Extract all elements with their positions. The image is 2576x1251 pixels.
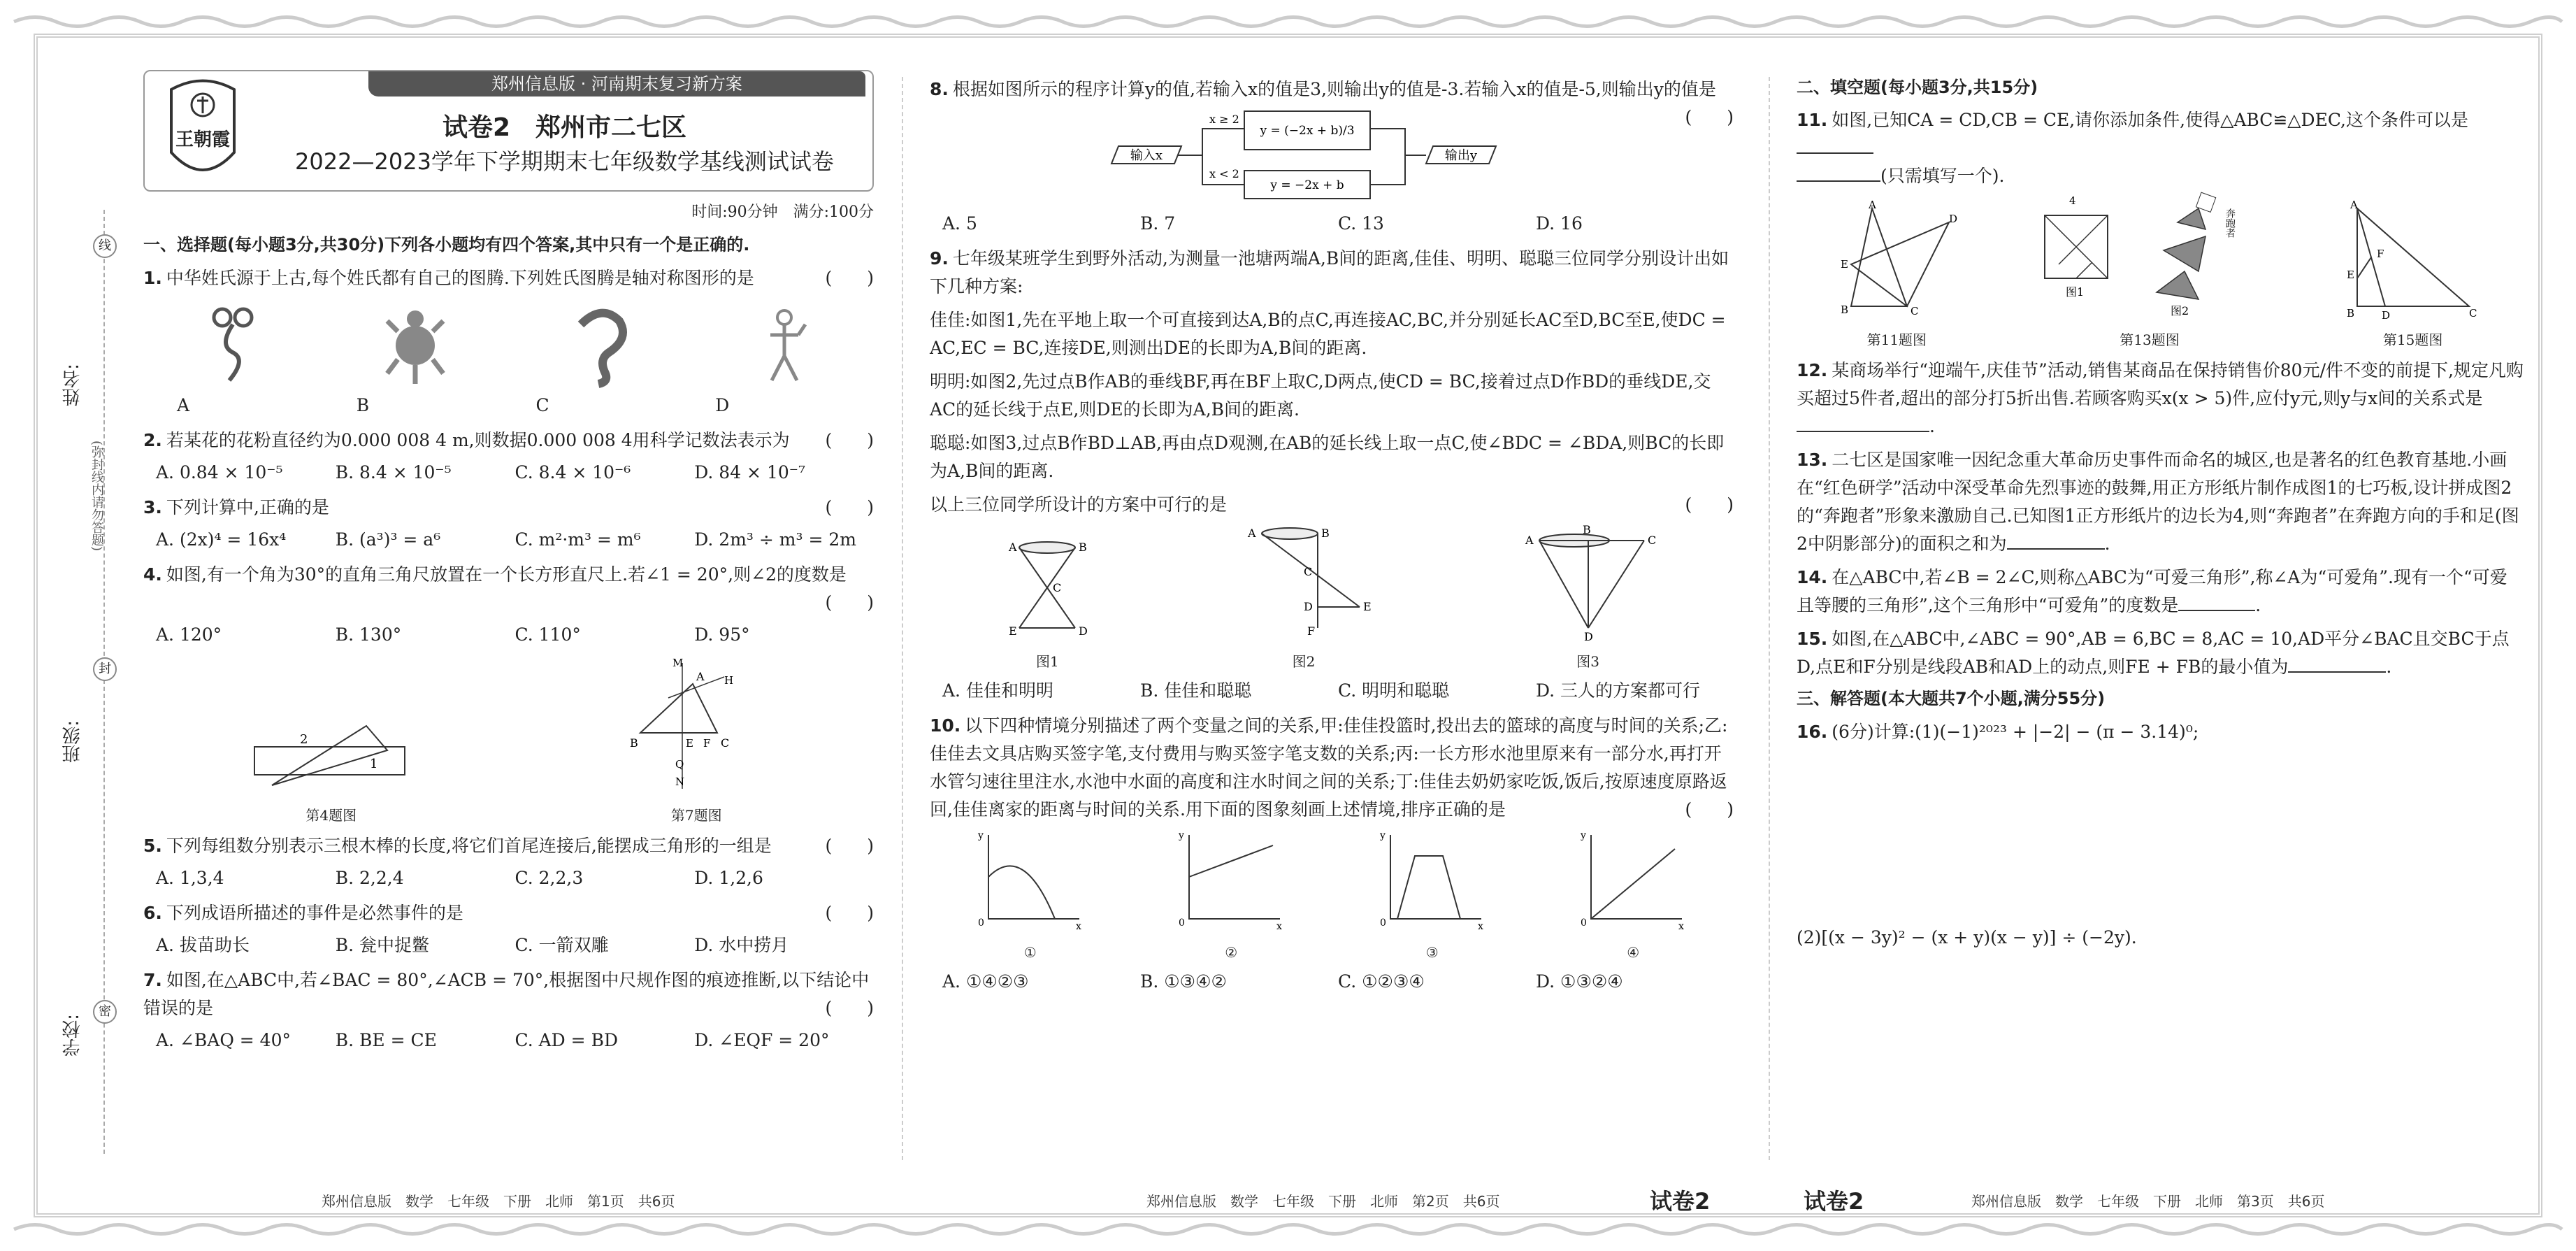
section-1-title: 一、选择题(每小题3分,共30分)下列各小题均有四个答案,其中只有一个是正确的. [143, 235, 750, 255]
q11-blank-2[interactable] [1797, 180, 1880, 182]
flow-formula-1: y = (−2x + b)/3 [1260, 124, 1355, 138]
q1-option-a: A [177, 394, 190, 415]
svg-text:N: N [675, 775, 685, 788]
page-1-column [143, 70, 874, 1174]
svg-text:M: M [672, 656, 684, 669]
q3-option-a: A. (2x)⁴ = 16x⁴ [156, 529, 287, 550]
q16-text: (6分)计算:(1)(−1)²⁰²³ + |−2| − (π − 3.14)⁰; [1832, 721, 2199, 742]
q10-graph-2-icon [1175, 828, 1287, 933]
q7-answer-paren: ( ) [825, 997, 874, 1018]
q2-text: 若某花的花粉直径约为0.000 008 4 m,则数据0.000 008 4用科学记数法表示为 [166, 429, 790, 450]
seal-char-feng: 封 [93, 657, 117, 681]
header-banner: 郑州信息版 · 河南期末复习新方案 [368, 71, 865, 96]
q1-option-d: D [715, 394, 730, 415]
q16-answer-space-1[interactable] [1797, 750, 2524, 918]
svg-text:y: y [1379, 830, 1386, 841]
question-6 [143, 899, 874, 927]
section-3-title: 三、解答题(本大题共7个小题,满分55分) [1797, 689, 2106, 709]
q6-option-a: A. 拔苗助长 [156, 934, 250, 955]
q15-blank[interactable] [2288, 671, 2386, 673]
q10-graph-4-icon [1577, 828, 1689, 933]
svg-text:A: A [696, 669, 705, 683]
exam-subtitle: 2022—2023学年下学期期末七年级数学基线测试试卷 [295, 148, 834, 175]
fill-in-figures [1797, 194, 2524, 351]
fig11-caption: 第11题图 [1866, 331, 1927, 349]
q4-option-d: D. 95° [694, 624, 750, 645]
svg-text:x: x [1678, 921, 1685, 932]
fig13-tangram-icon [2038, 194, 2261, 320]
q2-answer-paren: ( ) [825, 429, 874, 450]
q9-fig3-icon [1511, 523, 1665, 642]
q7-options [156, 1027, 874, 1055]
footer-page-2: 郑州信息版 数学 七年级 下册 北师 第2页 共6页 [1146, 1193, 1500, 1210]
q9-option-c: C. 明明和聪聪 [1338, 680, 1450, 701]
q8-flowchart [1111, 108, 1503, 206]
q1-text: 中华姓氏源于上古,每个姓氏都有自己的图腾.下列姓氏图腾是轴对称图形的是 [166, 267, 754, 288]
q5-option-d: D. 1,2,6 [694, 867, 763, 888]
q9-plan-2: 明明:如图2,先过点B作AB的垂线BF,再在BF上取C,D两点,使CD = BC,接着过点D作BD的垂线DE,交AC的延长线于点E,则DE的长即为A,B间的距离. [930, 371, 1711, 420]
q9-option-a: A. 佳佳和明明 [942, 680, 1053, 701]
svg-text:B: B [1841, 303, 1849, 317]
name-label: 姓名: [62, 364, 83, 406]
q4-options [156, 621, 874, 649]
q13-blank[interactable] [2007, 548, 2105, 550]
q10-graph-1-icon [974, 828, 1086, 933]
svg-text:B: B [2346, 307, 2354, 320]
publisher-logo-icon [157, 76, 248, 187]
q8-option-a: A. 5 [942, 213, 977, 234]
q15-tail: . [2386, 657, 2392, 678]
q7-option-b: B. BE = CE [335, 1029, 437, 1050]
question-4 [143, 561, 874, 617]
q9-option-b: B. 佳佳和聪聪 [1140, 680, 1252, 701]
svg-text:C: C [1647, 534, 1656, 547]
exam-title: 试卷2 郑州市二七区 [442, 113, 687, 142]
q2-option-d: D. 84 × 10⁻⁷ [694, 462, 805, 482]
svg-text:E: E [1009, 624, 1018, 638]
q16-number: 16. [1797, 721, 1828, 742]
svg-text:C: C [1053, 581, 1062, 594]
question-5 [143, 832, 874, 860]
q5-option-a: A. 1,3,4 [156, 867, 224, 888]
question-10 [930, 712, 1734, 824]
svg-text:F: F [1307, 624, 1316, 638]
svg-text:E: E [1362, 600, 1372, 613]
svg-text:x: x [1276, 921, 1283, 932]
flow-formula-2: y = −2x + b [1270, 178, 1344, 192]
q4-option-c: C. 110° [515, 624, 581, 645]
fig15-caption: 第15题图 [2382, 331, 2443, 349]
q13-tail: . [2104, 534, 2110, 555]
q6-answer-paren: ( ) [825, 902, 874, 923]
question-13 [1797, 446, 2524, 558]
binding-sidebar [49, 210, 133, 1154]
q5-option-c: C. 2,2,3 [515, 867, 584, 888]
q15-number: 15. [1797, 629, 1828, 650]
q5-number: 5. [143, 835, 162, 856]
paper-label-right: 试卷2 [1650, 1188, 1711, 1215]
q4-option-b: B. 130° [335, 624, 402, 645]
svg-text:D: D [1079, 624, 1088, 638]
svg-text:E: E [1841, 258, 1849, 271]
svg-text:x: x [1075, 921, 1081, 932]
paper-label-left: 试卷2 [1804, 1188, 1864, 1215]
q14-tail: . [2255, 595, 2261, 616]
q16-part-2: (2)[(x − 3y)² − (x + y)(x − y)] ÷ (−2y). [1797, 927, 2137, 948]
q7-option-d: D. ∠EQF = 20° [694, 1029, 830, 1050]
q15-text: 如图,在△ABC中,∠ABC = 90°,AB = 6,BC = 8,AC = 10,AD平分∠BAC且交BC于点D,点E和F分别是线段AB和AD上的动点,则FE + FB的最小值为 [1797, 629, 2510, 678]
q5-answer-paren: ( ) [825, 835, 874, 856]
column-divider-1 [902, 77, 903, 1160]
class-label: 班级: [62, 720, 83, 763]
q12-blank[interactable] [1797, 431, 1929, 432]
q14-number: 14. [1797, 567, 1828, 588]
svg-text:A: A [1247, 527, 1256, 540]
flow-output: 输出y [1445, 148, 1478, 163]
q10-option-b: B. ①③④② [1140, 971, 1227, 992]
fig11-triangles-icon [1837, 201, 1956, 320]
fig4-caption: 第4题图 [305, 806, 357, 824]
svg-text:C: C [1911, 305, 1919, 318]
q1-answer-paren: ( ) [825, 267, 874, 288]
question-7 [143, 966, 874, 1022]
svg-text:0: 0 [1581, 917, 1588, 929]
q10-option-a: A. ①④②③ [942, 971, 1029, 992]
q9-fig1-caption: 图1 [1035, 653, 1059, 670]
svg-text:Q: Q [675, 757, 684, 771]
q8-option-c: C. 13 [1338, 213, 1384, 234]
svg-text:A: A [1869, 199, 1877, 212]
logo-text: 王朝霞 [175, 129, 231, 150]
question-9 [930, 245, 1734, 301]
q2-option-a: A. 0.84 × 10⁻⁵ [156, 462, 283, 482]
q14-text: 在△ABC中,若∠B = 2∠C,则称△ABC为“可爱三角形”,称∠A为“可爱角”.现有一个“可爱且等腰的三角形”,这个三角形中“可爱角”的度数是 [1797, 567, 2507, 616]
q9-options [942, 677, 1734, 705]
q8-option-b: B. 7 [1140, 213, 1176, 234]
q9-plan-1: 佳佳:如图1,先在平地上取一个可直接到达A,B的点C,再连接AC,BC,并分别延长AC至D,BC至E,使DC = AC,EC = BC,连接DE,则测出DE的长即为A,B间的距离. [930, 310, 1726, 358]
question-2 [143, 427, 874, 455]
q4-option-a: A. 120° [156, 624, 222, 645]
svg-text:1: 1 [369, 756, 378, 771]
top-wave-border [14, 13, 2562, 31]
q7-text: 如图,在△ABC中,若∠BAC = 80°,∠ACB = 70°,根据图中尺规作图的痕迹推断,以下结论中错误的是 [143, 969, 870, 1018]
q8-number: 8. [930, 79, 949, 99]
question-1 [143, 264, 874, 292]
footer-page-1: 郑州信息版 数学 七年级 下册 北师 第1页 共6页 [322, 1193, 675, 1210]
page-3-column [1797, 70, 2524, 1174]
svg-text:C: C [721, 736, 730, 750]
q3-number: 3. [143, 496, 162, 517]
q9-fig1-icon [998, 537, 1096, 642]
q10-graphs [930, 828, 1734, 964]
q2-number: 2. [143, 429, 162, 450]
q13-text: 二七区是国家唯一因纪念重大革命历史事件而命名的城区,也是著名的红色教育基地.小画在“红色研学”活动中深受革命先烈事迹的鼓舞,用正方形纸片制作成图1的七巧板,设计拼成图2的“奔跑者”形象来激励自己.已知图1正方形纸片的边长为4,则“奔跑者”在奔跑方向的手和足(图2中阴影部分)的面积之和为 [1797, 450, 2519, 555]
question-16 [1797, 718, 2524, 746]
q11-number: 11. [1797, 110, 1828, 131]
svg-text:D: D [1583, 630, 1593, 643]
q8-options [942, 210, 1734, 238]
q9-fig2-caption: 图2 [1292, 653, 1316, 670]
school-label: 学校: [62, 1014, 83, 1057]
svg-text:E: E [2346, 269, 2354, 282]
svg-text:H: H [724, 673, 734, 687]
svg-text:F: F [2376, 248, 2384, 261]
q5-text: 下列每组数分别表示三根木棒的长度,将它们首尾连接后,能摆成三角形的一组是 [166, 835, 772, 856]
q1-options [156, 392, 874, 420]
q1-option-b: B [356, 394, 370, 415]
fig4-ruler-triangle-icon [251, 712, 412, 796]
q3-answer-paren: ( ) [825, 496, 874, 517]
question-12 [1797, 357, 2524, 441]
fig13-fig2-caption: 图2 [2170, 304, 2189, 318]
q4-answer-paren: ( ) [825, 592, 874, 613]
seal-char-xian: 线 [93, 234, 117, 258]
fig13-caption: 第13题图 [2120, 331, 2180, 349]
section-2-title: 二、填空题(每小题3分,共15分) [1797, 78, 2038, 97]
bottom-wave-border [14, 1220, 2562, 1238]
q1-option-c: C [535, 394, 549, 415]
flow-cond-2: x < 2 [1209, 167, 1240, 180]
q1-totem-figures [143, 296, 874, 387]
svg-text:y: y [1581, 830, 1587, 841]
q6-option-b: B. 瓮中捉鳖 [335, 934, 430, 955]
q10-graph-3-icon [1376, 828, 1488, 933]
svg-text:B: B [630, 736, 639, 750]
q9-ask-text: 以上三位同学所设计的方案中可行的是 [930, 494, 1228, 515]
fig13-side-length: 4 [2068, 194, 2076, 208]
q11-tail: (只需填写一个). [1880, 166, 2005, 187]
q9-ask [930, 491, 1734, 519]
fig7-caption: 第7题图 [670, 806, 722, 824]
q3-options [156, 526, 874, 554]
totem-d-icon [756, 303, 812, 387]
svg-text:C: C [1303, 565, 1313, 578]
svg-text:A: A [1009, 541, 1017, 554]
q3-text: 下列计算中,正确的是 [166, 496, 329, 517]
q3-option-d: D. 2m³ ÷ m³ = 2m [694, 529, 856, 550]
svg-text:0: 0 [1379, 917, 1386, 929]
flow-cond-1: x ≥ 2 [1209, 113, 1240, 126]
q9-plan-3: 聪聪:如图3,过点B作BD⊥AB,再由点D观测,在AB的延长线上取一点C,使∠BDC = ∠BDA,则BC的长即为A,B间的距离. [930, 433, 1725, 481]
q6-options [156, 931, 874, 959]
q9-fig2-icon [1234, 523, 1374, 642]
q5-options [156, 864, 874, 892]
svg-text:y: y [977, 830, 984, 841]
q9-number: 9. [930, 248, 949, 269]
svg-text:x: x [1477, 921, 1483, 932]
page-2-column [930, 70, 1734, 1174]
q10-option-d: D. ①③②④ [1536, 971, 1623, 992]
svg-text:D: D [1303, 600, 1313, 613]
fig15-triangle-icon [2343, 201, 2483, 320]
q10-option-c: C. ①②③④ [1338, 971, 1425, 992]
q14-blank[interactable] [2178, 610, 2255, 611]
svg-text:D: D [1949, 213, 1958, 226]
question-3 [143, 494, 874, 522]
q12-tail: . [1929, 416, 1935, 437]
flow-input: 输入x [1130, 148, 1163, 163]
totem-b-icon [384, 303, 447, 387]
fig13-fig1-caption: 图1 [2065, 285, 2085, 299]
q2-option-c: C. 8.4 × 10⁻⁶ [515, 462, 631, 482]
exam-header [143, 70, 874, 192]
q9-figures [930, 523, 1734, 673]
q7-number: 7. [143, 969, 162, 990]
fig7-construction-icon [626, 656, 766, 796]
q9-text: 七年级某班学生到野外活动,为测量一池塘两端A,B间的距离,佳佳、明明、聪聪三位同学分别设计出如下几种方案: [930, 248, 1729, 296]
q4-text: 如图,有一个角为30°的直角三角尺放置在一个长方形直尺上.若∠1 = 20°,则∠2的度数是 [166, 564, 847, 585]
fig13-runner-label: 奔跑者 [2224, 208, 2236, 238]
time-and-score: 时间:90分钟 满分:100分 [691, 203, 874, 221]
q13-number: 13. [1797, 450, 1828, 471]
q9-fig3-caption: 图3 [1576, 653, 1599, 670]
q5-option-b: B. 2,2,4 [335, 867, 404, 888]
q10-graph-1-label: ① [1023, 944, 1037, 961]
svg-text:C: C [2468, 307, 2477, 320]
q9-option-d: D. 三人的方案都可行 [1536, 680, 1701, 701]
question-14 [1797, 564, 2524, 620]
q10-graph-4-label: ④ [1627, 944, 1640, 961]
q7-option-a: A. ∠BAQ = 40° [156, 1029, 291, 1050]
svg-text:0: 0 [977, 917, 984, 929]
q4-number: 4. [143, 564, 162, 585]
svg-text:A: A [2350, 199, 2358, 212]
q6-option-d: D. 水中捞月 [694, 934, 789, 955]
q2-option-b: B. 8.4 × 10⁻⁵ [335, 462, 452, 482]
q8-option-d: D. 16 [1536, 213, 1583, 234]
svg-text:y: y [1179, 830, 1185, 841]
svg-text:A: A [1525, 534, 1534, 547]
svg-text:0: 0 [1179, 917, 1186, 929]
svg-text:B: B [1079, 541, 1088, 554]
q10-answer-paren: ( ) [1685, 799, 1734, 820]
q10-graph-3-label: ③ [1425, 944, 1439, 961]
q12-text: 某商场举行“迎端午,庆佳节”活动,销售某商品在保持销售价80元/件不变的前提下,规定凡购买超过5件者,超出的部分打5折出售.若顾客购买x(x > 5)件,应付y元,则y与x间的关系式是 [1797, 360, 2524, 409]
q10-graph-2-label: ② [1225, 944, 1238, 961]
q10-number: 10. [930, 715, 961, 736]
q3-option-b: B. (a³)³ = a⁶ [335, 529, 441, 550]
q12-number: 12. [1797, 360, 1828, 381]
q1-number: 1. [143, 267, 162, 288]
q6-text: 下列成语所描述的事件是必然事件的是 [166, 902, 463, 923]
q9-answer-paren: ( ) [1685, 494, 1734, 515]
footer-page-3: 郑州信息版 数学 七年级 下册 北师 第3页 共6页 [1971, 1193, 2325, 1210]
totem-c-icon [570, 303, 633, 387]
q7-option-c: C. AD = BD [515, 1029, 618, 1050]
question-15 [1797, 625, 2524, 681]
column-divider-2 [1769, 77, 1770, 1160]
q6-option-c: C. 一箭双雕 [515, 934, 609, 955]
totem-a-icon [205, 303, 261, 387]
svg-text:D: D [2381, 309, 2390, 322]
svg-text:B: B [1321, 527, 1330, 540]
q11-text: 如图,已知CA = CD,CB = CE,请你添加条件,使得△ABC≌△DEC,这个条件可以是 [1832, 110, 2469, 131]
q11-blank-1[interactable] [1797, 152, 1873, 154]
svg-text:E: E [686, 736, 694, 750]
seal-note: (弥封线内请勿答题) [89, 441, 104, 552]
seal-char-mi: 密 [93, 1000, 117, 1024]
q2-options [156, 459, 874, 487]
q6-number: 6. [143, 902, 162, 923]
svg-text:2: 2 [299, 731, 308, 747]
q10-options [942, 968, 1734, 996]
q8-text: 根据如图所示的程序计算y的值,若输入x的值是3,则输出y的值是-3.若输入x的值是-5,则输出y的值是 [952, 79, 1716, 99]
svg-text:F: F [703, 736, 711, 750]
q8-answer-paren: ( ) [1685, 107, 1734, 127]
q3-option-c: C. m²·m³ = m⁶ [515, 529, 641, 550]
q4-q7-figures [143, 656, 874, 827]
question-11 [1797, 106, 2524, 190]
q10-text: 以下四种情境分别描述了两个变量之间的关系,甲:佳佳投篮时,投出去的篮球的高度与时间的关系;乙:佳佳去文具店购买签字笔,支付费用与购买签字笔支数的关系;丙:一长方形水池里原来有一部分水,再打开水管匀速往里注水,水池中水面的高度和注水时间之间的关系;丁:佳佳去奶奶家吃饭,饭后,按原速度原路返回,佳佳离家的距离与时间的关系.用下面的图象刻画上述情境,排序正确的是 [930, 715, 1728, 820]
svg-text:B: B [1582, 523, 1591, 536]
